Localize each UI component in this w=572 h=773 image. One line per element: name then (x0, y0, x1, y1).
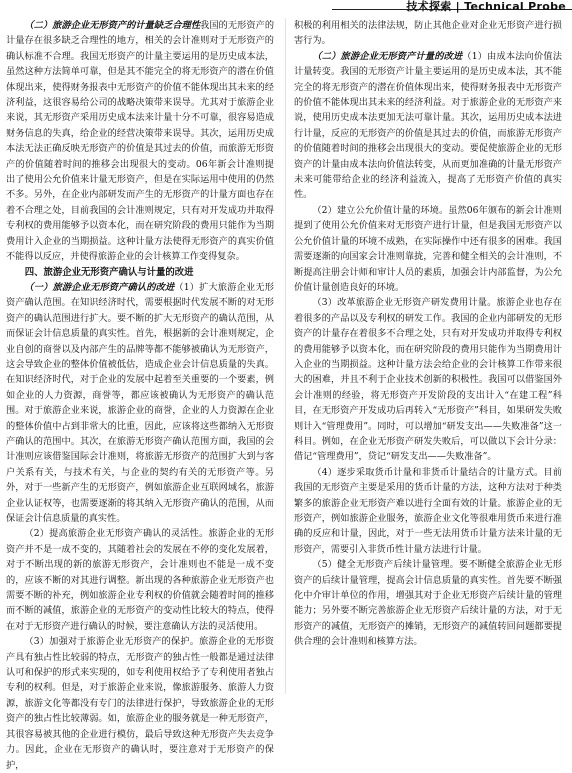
paragraph-body: 我国的无形资产的计量存在很多缺乏合理性的地方，相关的会计准则对于无形资产的确认标准不合理。我国无形资产的计量主要运用的是历史成本法，虽然这种方法简单可靠，但是其不能完全的将无形资产的潜在价值体现出来，使得财务报表中无形资产的价值不能体现出其未来的经济利益，这很容易给公司的战略决策带来误导。尤其对于旅游企业来说，其无形资产采用历史成本法来计量十分不可靠，很容易造成财务信息的失真，给企业的经营决策带来误导。其次，运用历史成本法无法正确反映无形资产的价值是其过去的价值，而旅游无形资产的价值随着时间的推移会出现很大的变动。06年新会计准则提出了使用公允价值来计量无形资产，但是在实际运用中使用的仍然不多。另外，在企业内部研发而产生的无形资产的计量方面也存在着不合理之处，目前我国的会计准则规定，只有对开发成功并取得专利权的费用能够予以资本化，而在研究阶段的费用只能作为当期费用计入企业的当期损益。这种计量方法使得无形资产的真实价值不能得以反应，并使得旅游企业的会计核算工作变得复杂。 (6, 20, 275, 263)
paragraph (294, 49, 562, 203)
left-column (6, 18, 275, 771)
paragraph: （3）改革旅游企业无形资产研发费用计量。旅游企业也存在着很多的产品以及专利权的研发工作。我国的企业内部研发的无形资产的计量存在着很多不合理之处，只有对开发成功并取得专利权的费用能够予以资本化，而在研究阶段的费用只能作为当期费用计入企业的当期损益。这种计量方法会给企业的会计核算工作带来很大的困难，并且不利于企业技术创新的积极性。我国可以借鉴国外会计准则的经验，将无形资产开发阶段的支出计入“在建工程”科目，在无形资产开发成功后再转入“无形资产”科目，如果研发失败则计入“管理费用”。同时，可以增加“研发支出——失败准备”这一科目。例如，在企业无形资产研发失败后，可以做以下会计分录：借记“管理费用”，贷记“研发支出——失败准备”。 (294, 297, 562, 463)
column-divider (285, 18, 286, 694)
paragraph-body: （1）由成本法向价值法计量转变。我国的无形资产计量主要运用的是历史成本法，其不能完全的将无形资产的潜在价值体现出来，使得财务报表中无形资产的价值不能体现出其未来的经济利益。对于旅游企业的无形资产来说，使用历史成本法更加无法可靠计量。其次，运用历史成本法进行计量，反应的无形资产的价值是其过去的价值，而旅游无形资产的价值随着时间的推移会出现很大的变动。要促使旅游企业的无形资产的计量由成本法向价值法转变，从而更加准确的计量无形资产未来可能带给企业的经济利益流入，提高了无形资产价值的真实性。 (294, 50, 562, 201)
paragraph: 积极的利用相关的法律法规，防止其他企业对企业无形资产进行损害行为。 (294, 20, 562, 47)
right-column (294, 18, 562, 696)
running-header (332, 0, 572, 13)
paragraph (6, 280, 274, 527)
paragraph: （4）逐步采取货币计量和非货币计量结合的计量方式。目前我国的无形资产主要是采用的货币计量的方法，这种方法对于种类繁多的旅游企业无形资产难以进行全面有效的计量。旅游企业的无形资产，例如旅游企业服务，旅游企业文化等很难用货币来进行准确的反应和计量，因此，对于一些无法用货币计量方法来计量的无形资产，需要引入非货币性计量方法进行计量。 (294, 466, 562, 555)
paragraph-body: （1）扩大旅游企业无形资产确认范围。在知识经济时代，需要根据时代发展不断的对无形资产的确认范围进行扩大。要不断的扩大无形资产的确认范围，从而保证会计信息质量的真实性。首先，根据新的会计准则规定，企业自创的商誉以及内部产生的品牌等都不能够被确认为无形资产，这会导致企业的整体价值被低估，造成企业会计信息质量的失真。在知识经济时代，对于企业的发展中起着至关重要的一个要素，例如企业的人力资源，商誉等，都应该被确认为无形资产的确认范围。对于旅游企业来说，旅游企业的商誉，企业的人力资源在企业的整体价值中占到非常大的比重，因此，应该将这些都纳入无形资产确认的范围中。其次，在旅游无形资产确认范围方面，我国的会计准则应该借鉴国际会计准则，将旅游无形资产的范围扩大到与客户关系有关，与技术有关，与企业的契约有关的无形资产等。另外，对于一些新产生的无形资产，例如旅游企业互联网域名，旅游企业认证权等，也需要逐渐的将其纳入无形资产确认的范围，从而保证会计信息质量的真实性。 (6, 281, 274, 524)
paragraph: （2）提高旅游企业无形资产确认的灵活性。旅游企业的无形资产并不是一成不变的，其随着社会的发展在不停的变化发展着，对于不断出现的新的旅游无形资产，会计准则也不能是一成不变的，应该不断的对其进行调整。新出现的各种旅游企业无形资产也需要不断的补充，例如旅游企业专利权的价值就会随着时间的推移而不断的减值，旅游企业的无形资产的变动性比较大的特点，使得在对于无形资产进行确认的时候，要注意确认方法的灵活使用。 (6, 528, 274, 632)
paragraph: （2）建立公允价值计量的环境。虽然06年颁布的新会计准则提到了使用公允价值来对无形资产进行计量，但是我国无形资产以公允价值计量的环境不成熟，在实际操作中还有很多的困难。我国需要逐渐的向国家会计准则靠拢，完善和健全相关的会计准则，不断提高注册会计师和审计人员的素质，加强会计内部监督，为公允价值计量创造良好的环境。 (294, 204, 562, 293)
subheading: （一）旅游企业无形资产确认的改进 (24, 281, 175, 293)
column-label: 技术探索 | Technical Probe (406, 0, 566, 13)
paragraph (6, 18, 274, 265)
subheading: （二）旅游企业无形资产的计量缺乏合理性 (24, 20, 201, 31)
paragraph: （3）加强对于旅游企业无形资产的保护。旅游企业的无形资产具有独占性比较弱的特点，无形资产的独占性一般都是通过法律认可和保护的形式来实现的，如专利使用权给予了专利使用者独占专利的权利。但是，对于旅游企业来说，像旅游服务、旅游人力资源，旅游文化等都没有专门的法律进行保护，导致旅游企业的无形资产的独占性比较薄弱。如，旅游企业的服务就是一种无形资产，其很容易被其他的企业进行模仿，最后导致这种无形资产失去竞争力。因此，企业在无形资产的确认时，要注意对于无形资产的保护， (6, 636, 274, 771)
paragraph: （5）健全无形资产后续计量管理。要不断健全旅游企业无形资产的后续计量管理，提高会计信息质量的真实性。首先要不断强化中介审计单位的作用，增强其对于企业无形资产后续计量的管理能力；另外要不断完善旅游企业无形资产后续计量的方法，对于无形资产的减值，无形资产的摊销，无形资产的减值转回问题都要提供合理的会计准则和核算方法。 (294, 559, 562, 648)
section-heading: 四、旅游企业无形资产确认与计量的改进 (24, 266, 194, 278)
subheading: （二）旅游企业无形资产计量的改进 (312, 50, 463, 62)
